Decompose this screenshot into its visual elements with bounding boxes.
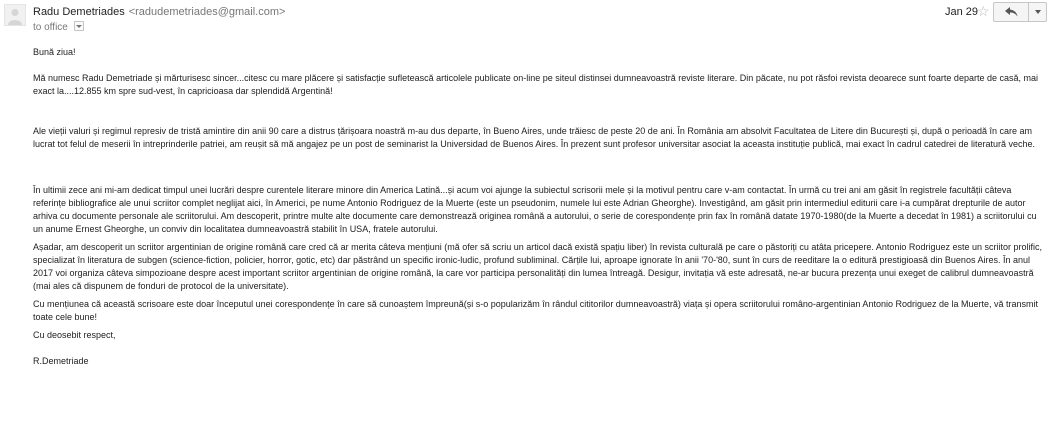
paragraph-closing: Cu mențiunea că această scrisoare este doar începutul unei corespondențe în care să cunoaștem împreună(și s-o popularizăm în rândul cititorilor dumneavoastră) viața și opera scriitorului româno-argentinian Antonio Rodriguez de la Muerte, vă transmit toate cele bune! bbox=[33, 299, 1039, 322]
recipient: office bbox=[44, 22, 68, 33]
reply-icon bbox=[1005, 7, 1018, 17]
message-header bbox=[0, 0, 1050, 40]
more-options-button[interactable] bbox=[1029, 3, 1046, 21]
signature: R.Demetriade bbox=[33, 356, 89, 366]
recipient-line bbox=[33, 22, 84, 33]
greeting: Bună ziua! bbox=[33, 47, 76, 57]
message-date: Jan 29 bbox=[945, 6, 979, 18]
message-body bbox=[33, 46, 1043, 368]
paragraph-intro: Mă numesc Radu Demetriade și mărturisesc sincer...citesc cu mare plăcere și satisfacție sufletească articolele publicate on-line pe siteul distinsei dumneavoastră reviste literare. Din păcate, nu pot răsfoi revista deoarece sunt foarte departe de casă, mai exact la....12.855 km spre sud-vest, în capricioasa dar splendidă Argentină! bbox=[33, 73, 1038, 96]
sign-off: Cu deosebit respect, bbox=[33, 330, 116, 340]
paragraph-proposal: Așadar, am descoperit un scriitor argentinian de origine română care cred că ar merita câteva mențiuni (mă ofer să scriu un articol dacă există spațiu liber) în revista culturală pe care o păstoriți cu atâta pricepere. Antonio Rodriguez este un scriitor prolific, specializat în literatura de subgen (science-fiction, policier, horror, gotic, etc) dar păstrând un specific ironic-ludic, profund subliminal. Cărțile lui, aproape ignorate în anii '70-'80, sunt în curs de reeditare la o editură prestigioasă din Buenos Aires. În anul 2017 voi organiza câteva simpozioane despre acest important scriitor argentinian de origine română, la care vor participa personalități din lumea întreagă. Desigur, invitația vă este adresată, ne-ar bucura prezența unui exeget de calibrul dumneavoastră (mai ales că dispunem de fonduri de protocol de la universitate). bbox=[33, 242, 1042, 291]
chevron-down-icon bbox=[1035, 10, 1041, 14]
sender-name[interactable]: Radu Demetriades bbox=[33, 6, 125, 18]
sender bbox=[33, 6, 285, 18]
reply-button[interactable] bbox=[994, 3, 1029, 21]
details-chevron-down-icon[interactable] bbox=[74, 21, 84, 31]
paragraph-background: Ale vieții valuri și regimul represiv de tristă amintire din anii 90 care a distrus țărișoara noastră m-au dus departe, în Bueno Aires, unde trăiesc de peste 20 de ani. În România am absolvit Facultatea de Litere din București și, după o perioadă în care am lucrat tot felul de meserii în intreprinderile patriei, am reușit să mă angajez pe un post de seminarist la Universidad de Buenos Aires. În prezent sunt profesor universitar asociat la aceasta instituție publică, mai exact în cadrul catedrei de literatură veche. bbox=[33, 126, 1036, 149]
default-avatar-icon[interactable] bbox=[4, 4, 26, 26]
reply-button-group bbox=[993, 2, 1047, 22]
paragraph-research: În ultimii zece ani mi-am dedicat timpul unei lucrări despre curentele literare minore din America Latină...și acum voi ajunge la subiectul scrisorii mele și la motivul pentru care v-am contactat. În urmă cu trei ani am găsit în registrele facultății câteva referințe bibliografice ale unui scriitor complet neglijat aici, în Americi, pe nume Antonio Rodriguez de la Muerte (este un pseudonim, numele lui este Adrian Gheorghe). Investigând, am găsit prin intermediul editurii care i-a cumpărat drepturile de autor arhiva cu documente personale ale scriitorului. Am descoperit, printre multe alte documente care demonstrează originea română a autorului, o serie de corespondențe prin fax în română datate 1970-1980(de la Muerte a decedat în 1981) a scriitorului cu un anume Ernest Gheorghe, un conviv din localitatea dumneavoastră stabilit în USA, fratele autorului. bbox=[33, 185, 1037, 234]
star-icon[interactable]: ☆ bbox=[977, 3, 990, 19]
sender-email: <radudemetriades@gmail.com> bbox=[128, 6, 286, 18]
recipient-prefix: to bbox=[33, 22, 42, 33]
